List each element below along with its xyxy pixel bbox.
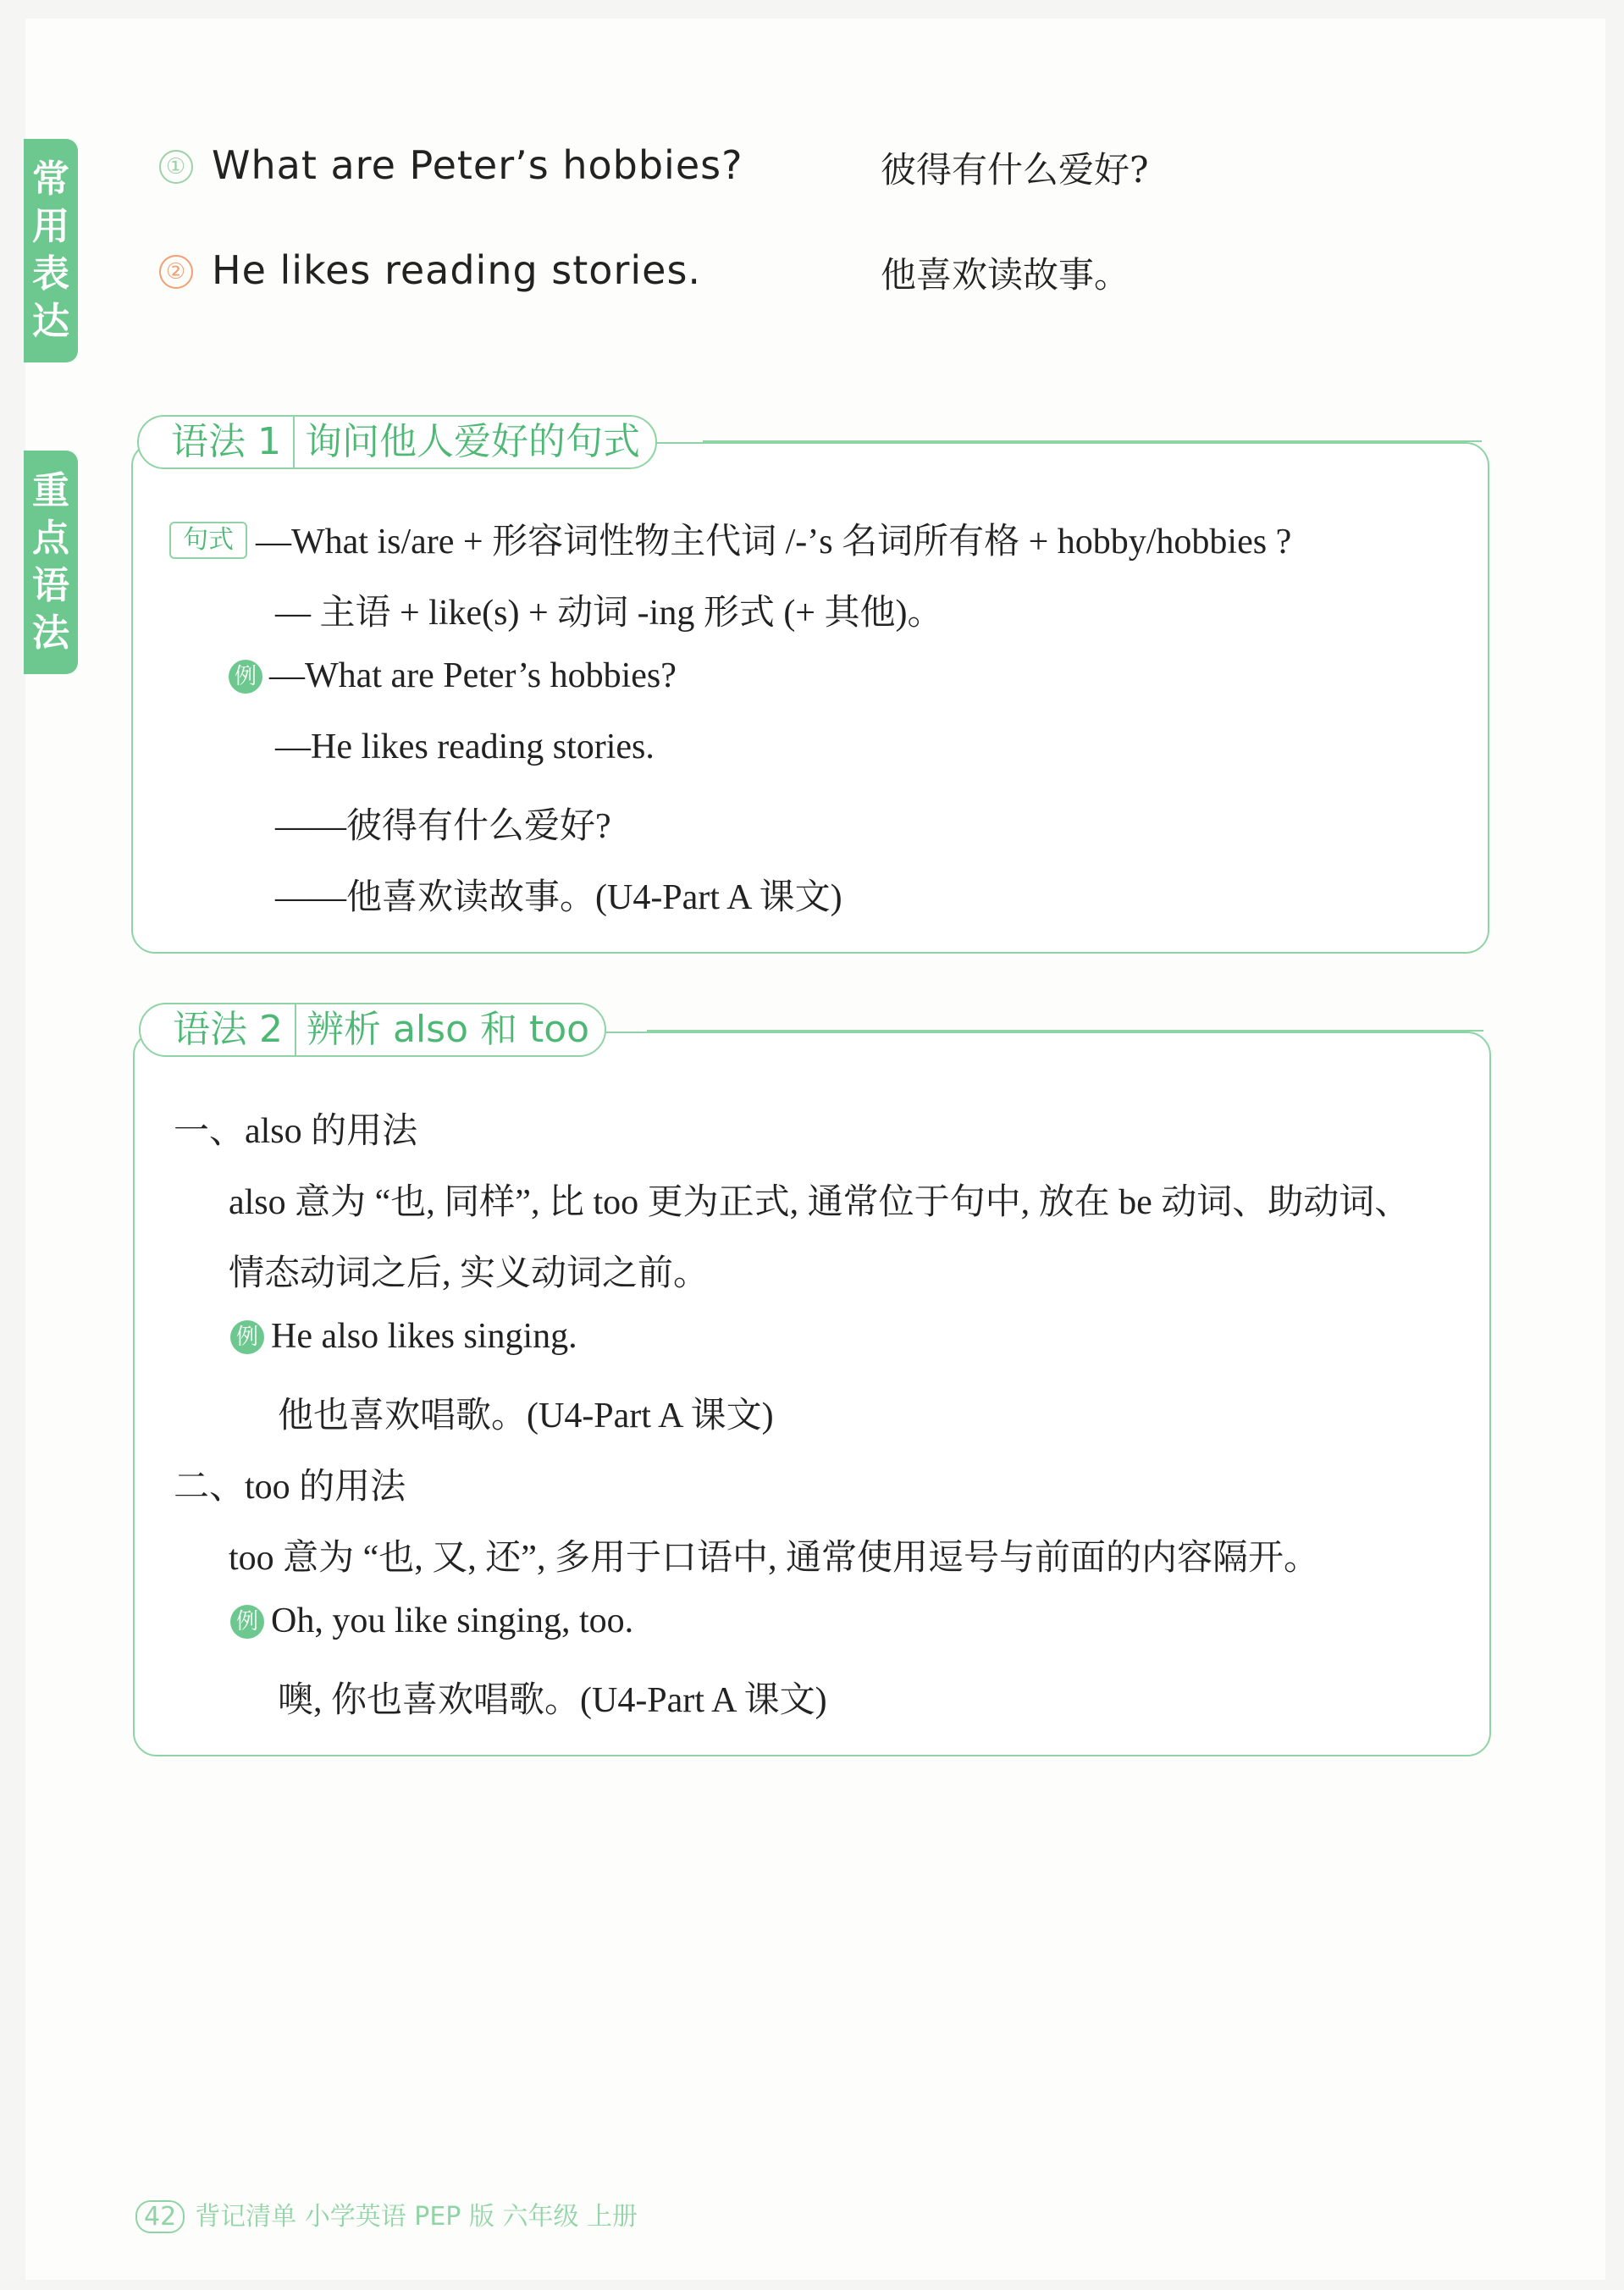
pattern-answer: — 主语 + like(s) + 动词 -ing 形式 (+ 其他)。 [275, 594, 943, 633]
grammar-2-title: 辨析 also 和 too [306, 1008, 590, 1051]
footer-text: 背记清单 小学英语 PEP 版 六年级 上册 [195, 2202, 638, 2232]
expression-2-en: He likes reading stories. [212, 247, 702, 293]
expression-1-en: What are Peter’s hobbies? [212, 142, 743, 188]
expression-1 [159, 142, 743, 188]
header-line [703, 440, 1482, 442]
example-line-2: —He likes reading stories. [275, 727, 655, 766]
section-1-example [230, 1316, 577, 1357]
pattern-label: 句式 [169, 522, 247, 559]
section-1-desc-2: 情态动词之后, 实义动词之前。 [229, 1254, 710, 1293]
pattern-question-text: —What is/are + 形容词性物主代词 /-’s 名词所有格 + hobby/hobbies ? [256, 523, 1292, 561]
example-icon: 例 [230, 1320, 264, 1354]
grammar-1-title: 询问他人爱好的句式 [304, 420, 640, 463]
section-2-title: 二、too 的用法 [174, 1468, 406, 1507]
header-line [647, 1030, 1483, 1032]
section-2-example [230, 1601, 633, 1641]
example-line-3: ——彼得有什么爱好? [275, 807, 611, 846]
grammar-1-tag: 语法 1 [171, 417, 295, 467]
side-tab-expressions-label: 常用表达 [32, 158, 69, 343]
section-2-example-cn: 噢, 你也喜欢唱歌。(U4-Part A 课文) [278, 1681, 827, 1720]
example-icon: 例 [229, 660, 262, 694]
section-2-desc: too 意为 “也, 又, 还”, 多用于口语中, 通常使用逗号与前面的内容隔开。 [229, 1539, 1319, 1578]
page-number: 42 [135, 2200, 185, 2233]
section-1-desc-1: also 意为 “也, 同样”, 比 too 更为正式, 通常位于句中, 放在 be 动词、助动词、 [229, 1183, 1411, 1222]
section-1-example-en: He also likes singing. [271, 1317, 577, 1356]
side-tab-grammar-label: 重点语法 [32, 469, 69, 655]
grammar-1-header [137, 415, 657, 469]
side-tab-expressions [24, 139, 78, 362]
example-1-text: —What are Peter’s hobbies? [269, 656, 677, 695]
grammar-2-header [139, 1003, 606, 1057]
side-tab-grammar [24, 451, 78, 674]
number-badge: ① [159, 150, 193, 184]
grammar-2-tag: 语法 2 [173, 1004, 296, 1055]
pattern-question [169, 513, 1291, 564]
number-badge: ② [159, 255, 193, 289]
example-icon: 例 [230, 1605, 264, 1639]
example-line-4: ——他喜欢读故事。(U4-Part A 课文) [275, 878, 842, 917]
section-1-example-cn: 他也喜欢唱歌。(U4-Part A 课文) [278, 1397, 774, 1435]
example-line-1 [229, 655, 677, 696]
expression-1-cn: 彼得有什么爱好? [881, 149, 1149, 191]
expression-2-cn: 他喜欢读故事。 [881, 254, 1130, 296]
footer [135, 2195, 638, 2233]
section-2-example-en: Oh, you like singing, too. [271, 1601, 634, 1640]
expression-2 [159, 247, 701, 293]
section-1-title: 一、also 的用法 [174, 1112, 418, 1151]
